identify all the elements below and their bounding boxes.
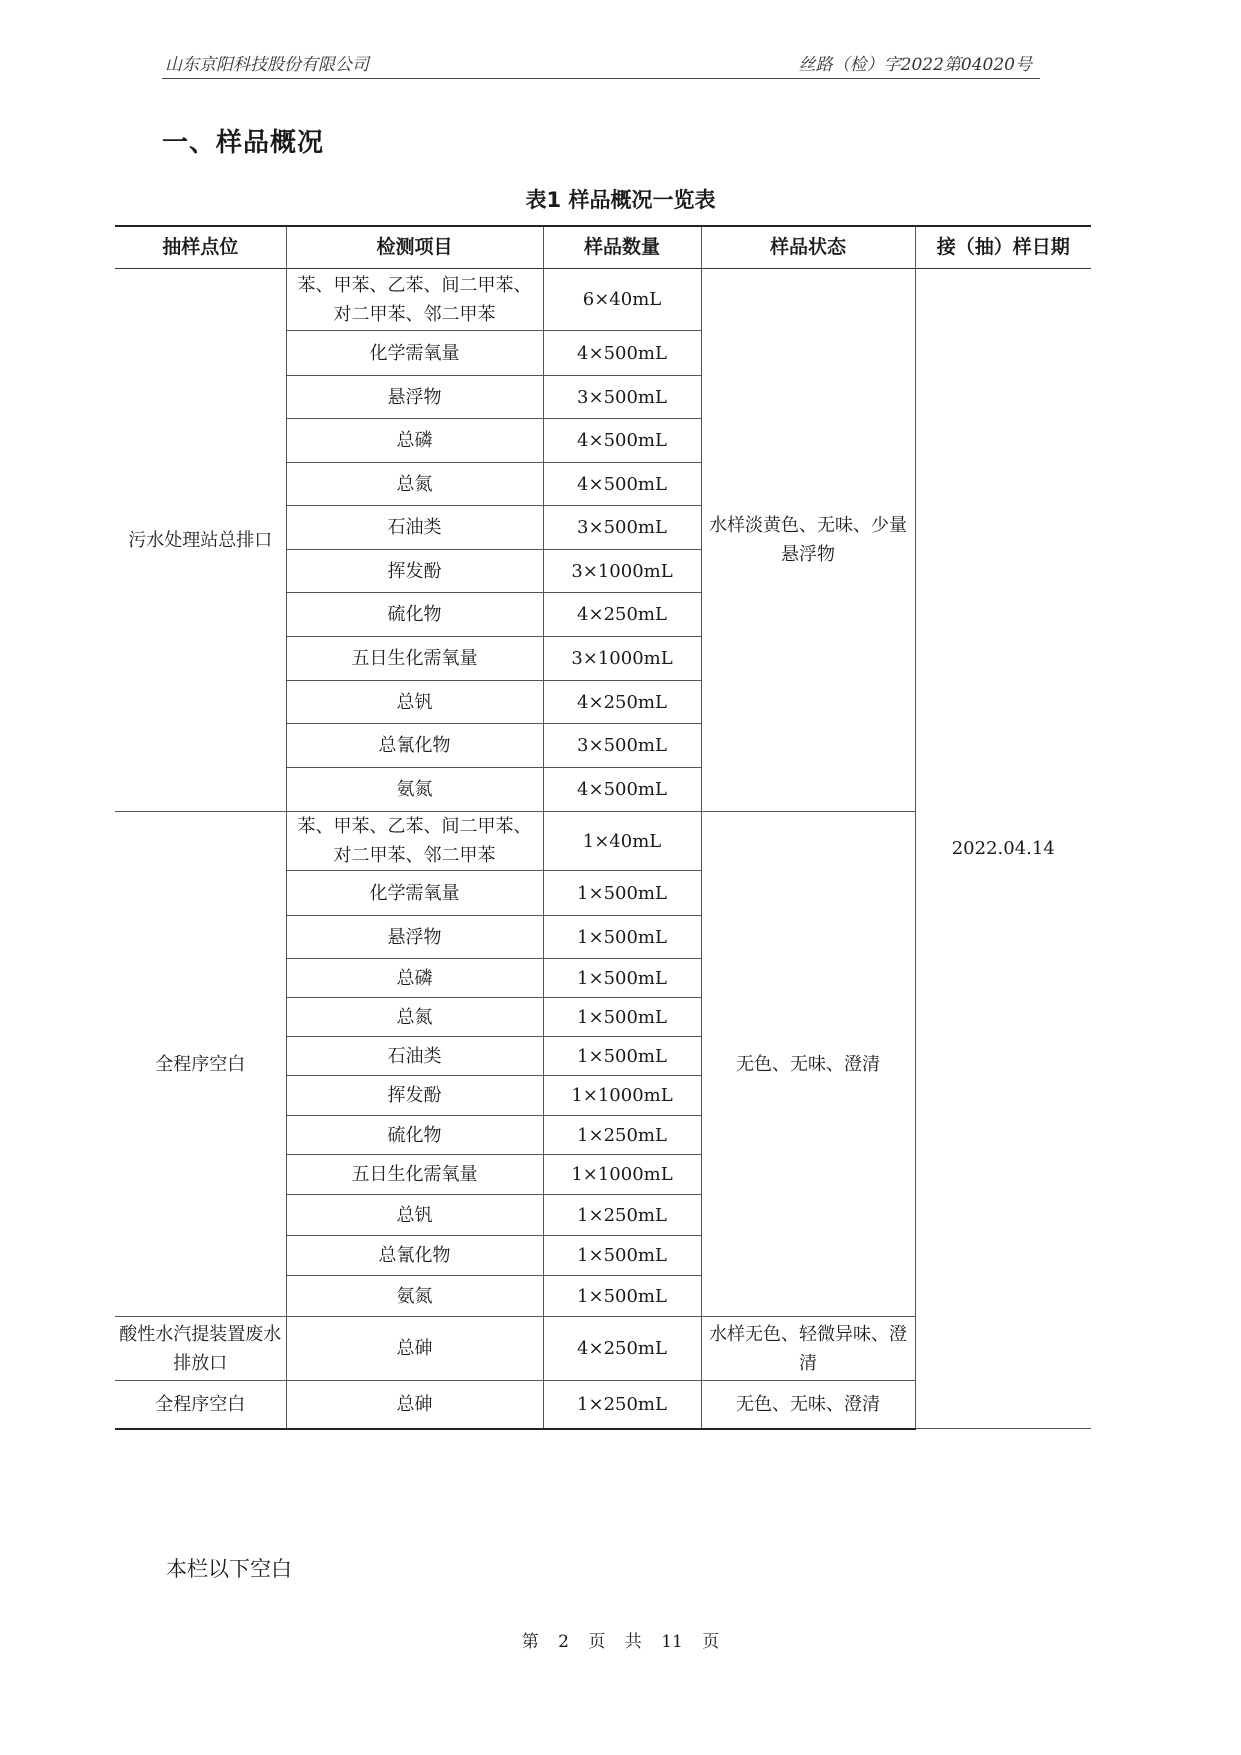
report-number: 丝路（检）字2022第04020号 <box>798 55 1032 75</box>
sample-state: 水样无色、轻微异味、澄清 <box>701 1317 915 1381</box>
header-item: 检测项目 <box>286 226 543 269</box>
test-item: 总钒 <box>286 1195 543 1236</box>
test-item: 苯、甲苯、乙苯、间二甲苯、对二甲苯、邻二甲苯 <box>286 269 543 331</box>
test-item: 总钒 <box>286 681 543 724</box>
table-row <box>115 269 1091 331</box>
sample-quantity: 1×1000mL <box>543 1155 701 1195</box>
sample-quantity: 1×500mL <box>543 998 701 1037</box>
test-item: 五日生化需氧量 <box>286 637 543 681</box>
sample-quantity: 4×500mL <box>543 463 701 506</box>
sample-quantity: 1×500mL <box>543 1037 701 1076</box>
sample-quantity: 4×250mL <box>543 681 701 724</box>
sample-quantity: 4×250mL <box>543 1317 701 1381</box>
sample-quantity: 3×500mL <box>543 376 701 419</box>
table-body <box>115 269 1091 1429</box>
header-location: 抽样点位 <box>115 226 286 269</box>
sample-quantity: 4×250mL <box>543 593 701 637</box>
test-item: 挥发酚 <box>286 1076 543 1116</box>
sample-quantity: 1×250mL <box>543 1195 701 1236</box>
sample-quantity: 4×500mL <box>543 768 701 812</box>
test-item: 五日生化需氧量 <box>286 1155 543 1195</box>
test-item: 化学需氧量 <box>286 871 543 916</box>
sample-quantity: 3×500mL <box>543 724 701 768</box>
test-item: 总氮 <box>286 998 543 1037</box>
sample-quantity: 1×500mL <box>543 1276 701 1317</box>
sampling-date: 2022.04.14 <box>915 269 1091 1429</box>
sample-quantity: 4×500mL <box>543 419 701 463</box>
table-caption: 表1 样品概况一览表 <box>525 188 716 212</box>
test-item: 氨氮 <box>286 1276 543 1317</box>
sampling-location: 全程序空白 <box>115 812 286 1317</box>
sample-quantity: 4×500mL <box>543 331 701 376</box>
test-item: 总砷 <box>286 1381 543 1429</box>
sample-quantity: 1×40mL <box>543 812 701 871</box>
section-title: 一、样品概况 <box>162 128 325 158</box>
test-item: 石油类 <box>286 1037 543 1076</box>
test-item: 悬浮物 <box>286 916 543 959</box>
header-quantity: 样品数量 <box>543 226 701 269</box>
test-item: 总氰化物 <box>286 1236 543 1276</box>
test-item: 总砷 <box>286 1317 543 1381</box>
sampling-location: 全程序空白 <box>115 1381 286 1429</box>
test-item: 氨氮 <box>286 768 543 812</box>
sample-quantity: 3×500mL <box>543 506 701 550</box>
sampling-location: 污水处理站总排口 <box>115 269 286 812</box>
header-date: 接（抽）样日期 <box>915 226 1091 269</box>
sample-quantity: 1×500mL <box>543 916 701 959</box>
test-item: 石油类 <box>286 506 543 550</box>
test-item: 总氮 <box>286 463 543 506</box>
test-item: 硫化物 <box>286 593 543 637</box>
sample-state: 无色、无味、澄清 <box>701 812 915 1317</box>
sampling-location: 酸性水汽提装置废水排放口 <box>115 1317 286 1381</box>
sample-state: 无色、无味、澄清 <box>701 1381 915 1429</box>
test-item: 挥发酚 <box>286 550 543 593</box>
sample-quantity: 1×1000mL <box>543 1076 701 1116</box>
sample-quantity: 1×500mL <box>543 1236 701 1276</box>
sample-quantity: 3×1000mL <box>543 637 701 681</box>
test-item: 总氰化物 <box>286 724 543 768</box>
company-name: 山东京阳科技股份有限公司 <box>165 55 369 75</box>
test-item: 总磷 <box>286 959 543 998</box>
sample-quantity: 1×250mL <box>543 1381 701 1429</box>
page-header <box>162 48 1040 79</box>
sample-state: 水样淡黄色、无味、少量悬浮物 <box>701 269 915 812</box>
test-item: 悬浮物 <box>286 376 543 419</box>
header-state: 样品状态 <box>701 226 915 269</box>
sample-quantity: 6×40mL <box>543 269 701 331</box>
table-header-row <box>115 226 1091 269</box>
sample-quantity: 1×250mL <box>543 1116 701 1155</box>
test-item: 硫化物 <box>286 1116 543 1155</box>
sample-overview-table <box>115 225 1091 1430</box>
page-number: 第 2 页 共 11 页 <box>521 1632 720 1652</box>
sample-quantity: 1×500mL <box>543 871 701 916</box>
test-item: 总磷 <box>286 419 543 463</box>
sample-quantity: 1×500mL <box>543 959 701 998</box>
test-item: 化学需氧量 <box>286 331 543 376</box>
blank-below-note: 本栏以下空白 <box>166 1557 292 1581</box>
test-item: 苯、甲苯、乙苯、间二甲苯、对二甲苯、邻二甲苯 <box>286 812 543 871</box>
sample-quantity: 3×1000mL <box>543 550 701 593</box>
